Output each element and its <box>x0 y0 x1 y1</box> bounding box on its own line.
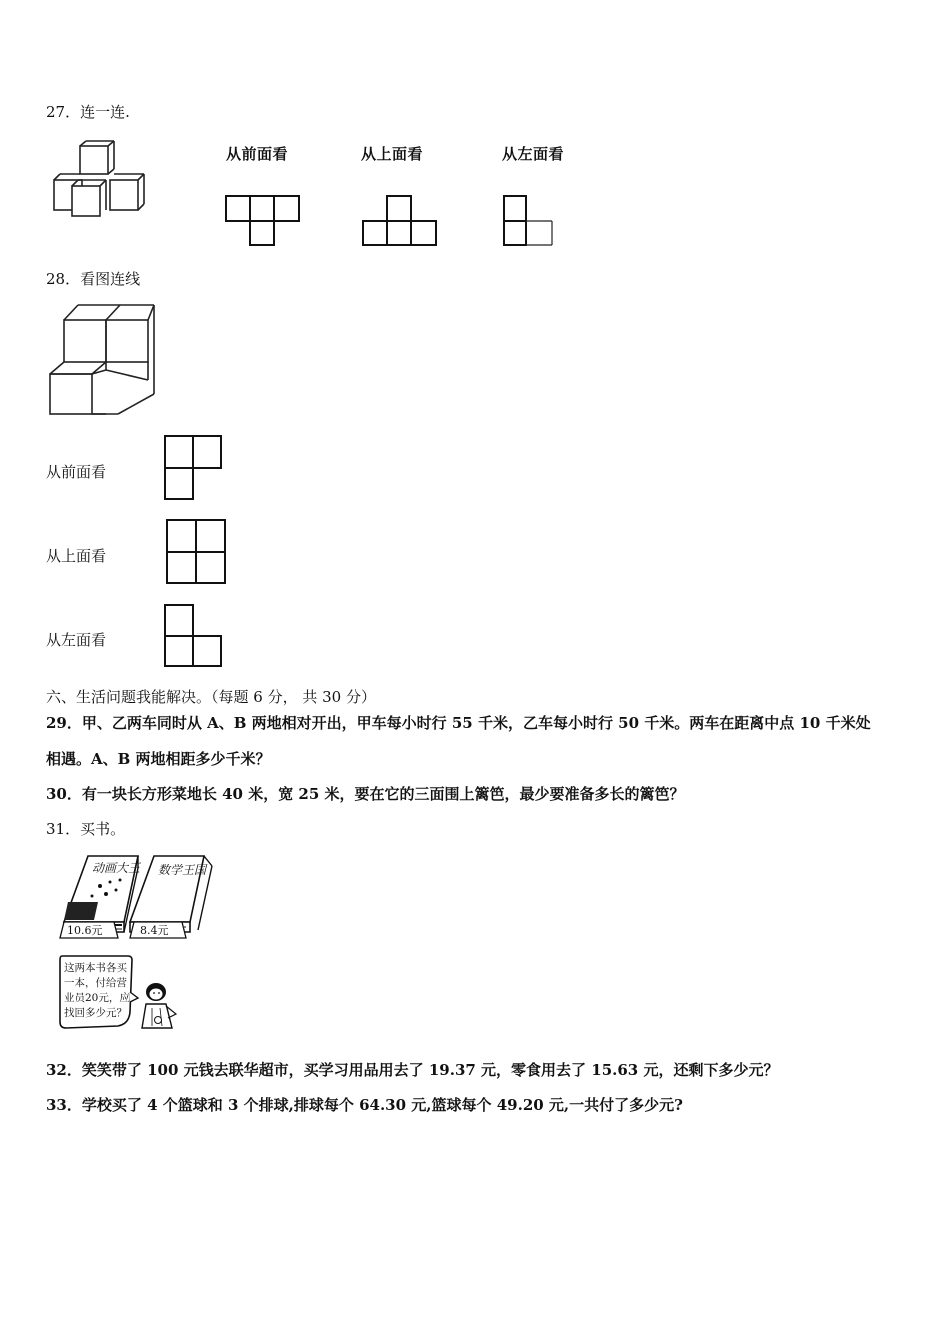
q31-book2-price: 8.4元 <box>140 924 169 937</box>
q28-view-label-left: 从左面看 <box>46 631 107 649</box>
q28-view-shape-left <box>163 603 225 669</box>
q27-view-label-left: 从左面看 <box>502 145 565 163</box>
q27-title: 27．连一连. <box>46 103 130 121</box>
q29-line1: 29．甲、乙两车同时从 A、B 两地相对开出，甲车每小时行 55 千米，乙车每小时行 50 千米。两车在距离中点 10 千米处 <box>46 714 871 732</box>
q28-view-shape-front <box>163 434 225 502</box>
q31-price-tag-2 <box>128 920 190 940</box>
q33-text: 33．学校买了 4 个篮球和 3 个排球,排球每个 64.30 元,篮球每个 49.20 元,一共付了多少元? <box>46 1096 683 1114</box>
q28-solid-figure <box>46 302 161 420</box>
q27-view-shape-l <box>502 193 562 248</box>
q31-bubble-line-1: 这两本书各买 <box>64 962 127 974</box>
q32-text: 32．笑笑带了 100 元钱去联华超市，买学习用品用去了 19.37 元，零食用去了 15.63 元，还剩下多少元？ <box>46 1061 779 1079</box>
q31-speech-bubble <box>56 952 138 1032</box>
q29-line2: 相遇。A、B 两地相距多少千米？ <box>46 750 271 768</box>
q27-view-label-top: 从上面看 <box>361 145 424 163</box>
q27-view-label-front: 从前面看 <box>226 145 289 163</box>
section6-title: 六、生活问题我能解决。（每题 6 分， 共 30 分） <box>46 688 376 706</box>
q28-view-shape-top <box>165 518 229 586</box>
q30-text: 30．有一块长方形菜地长 40 米，宽 25 米，要在它的三面围上篱笆，最少要准备多长的篱笆？ <box>46 785 685 803</box>
q31-girl-figure <box>138 980 178 1032</box>
q31-bubble-line-3: 业员20元，应 <box>64 992 130 1004</box>
q31-price-tag-1 <box>58 920 120 940</box>
q27-solid-figure <box>50 140 150 220</box>
q28-title: 28．看图连线 <box>46 270 141 288</box>
q31-book1-title: 动画大王 <box>92 861 141 875</box>
q31-book1-price: 10.6元 <box>67 924 103 937</box>
q28-view-label-front: 从前面看 <box>46 463 107 481</box>
q31-bubble-line-2: 一本，付给营 <box>64 977 127 989</box>
q31-book2-title: 数学王国 <box>158 863 207 877</box>
q31-title: 31．买书。 <box>46 820 126 838</box>
q31-bubble-line-4: 找回多少元？ <box>64 1007 127 1019</box>
q27-view-shape-t <box>225 193 305 248</box>
q27-view-shape-inverted-t <box>362 193 442 248</box>
q28-view-label-top: 从上面看 <box>46 547 107 565</box>
